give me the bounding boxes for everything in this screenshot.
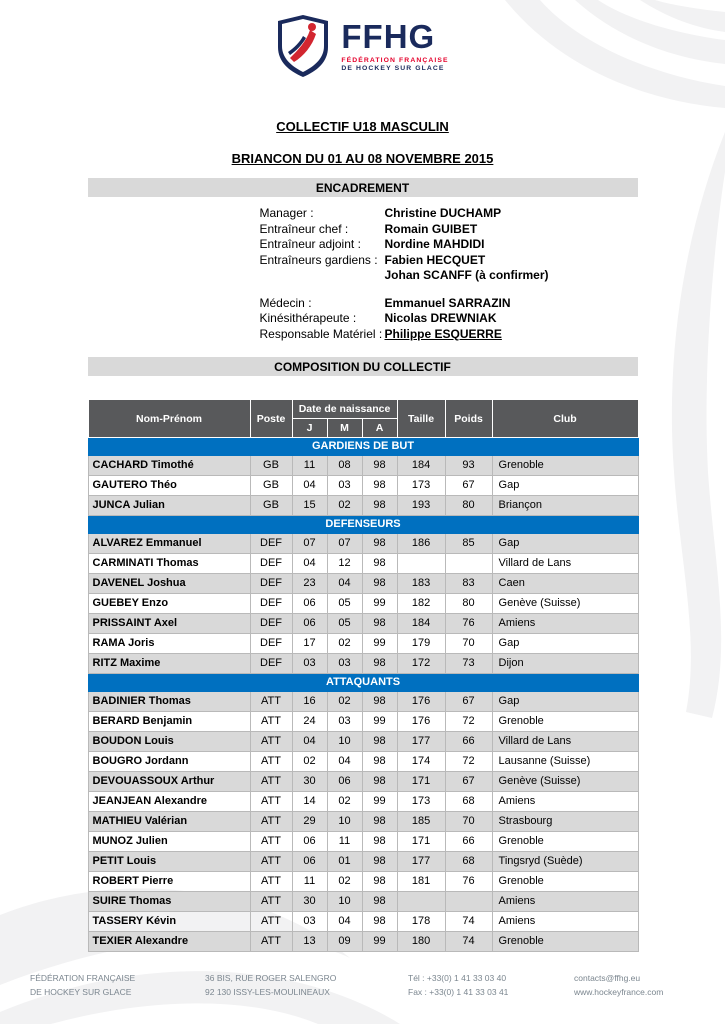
staff-row	[260, 268, 638, 284]
cell-club: Caen	[492, 574, 638, 594]
cell-poids: 66	[445, 732, 492, 752]
cell-poids: 76	[445, 872, 492, 892]
footer-phone	[408, 972, 508, 999]
cell-m: 03	[327, 712, 362, 732]
cell-j: 03	[292, 912, 327, 932]
cell-name: RITZ Maxime	[88, 654, 250, 674]
page-footer	[0, 972, 725, 1012]
cell-club: Grenoble	[492, 456, 638, 476]
section-header-composition: COMPOSITION DU COLLECTIF	[88, 357, 638, 376]
document-subtitle: BRIANCON DU 01 AU 08 NOVEMBRE 2015	[231, 151, 494, 166]
cell-m: 07	[327, 534, 362, 554]
cell-taille: 185	[397, 812, 445, 832]
table-row	[88, 594, 638, 614]
cell-taille: 193	[397, 496, 445, 516]
cell-name: DAVENEL Joshua	[88, 574, 250, 594]
cell-j: 06	[292, 832, 327, 852]
cell-poids: 74	[445, 912, 492, 932]
section-header-encadrement: ENCADREMENT	[88, 178, 638, 197]
footer-tel: Tél : +33(0) 1 41 33 03 40	[408, 973, 507, 983]
cell-j: 04	[292, 476, 327, 496]
cell-m: 04	[327, 574, 362, 594]
cell-name: GUEBEY Enzo	[88, 594, 250, 614]
cell-a: 98	[362, 476, 397, 496]
cell-name: SUIRE Thomas	[88, 892, 250, 912]
cell-a: 98	[362, 872, 397, 892]
cell-taille	[397, 554, 445, 574]
staff-row	[260, 237, 638, 253]
footer-org-line2: DE HOCKEY SUR GLACE	[30, 986, 132, 997]
staff-person-name: Fabien HECQUET	[384, 252, 486, 267]
footer-web	[574, 972, 663, 999]
cell-m: 10	[327, 892, 362, 912]
cell-a: 98	[362, 892, 397, 912]
cell-name: RAMA Joris	[88, 634, 250, 654]
cell-club: Amiens	[492, 614, 638, 634]
cell-club: Grenoble	[492, 872, 638, 892]
cell-poste: ATT	[250, 932, 292, 952]
cell-m: 12	[327, 554, 362, 574]
staff-list	[88, 197, 638, 348]
cell-club: Amiens	[492, 912, 638, 932]
cell-a: 98	[362, 832, 397, 852]
cell-m: 04	[327, 912, 362, 932]
cell-taille: 177	[397, 732, 445, 752]
ffhg-logo-text	[341, 17, 449, 73]
cell-poids: 68	[445, 792, 492, 812]
staff-role-label: Médecin :	[259, 295, 312, 310]
cell-taille: 176	[397, 692, 445, 712]
table-group-header	[88, 438, 638, 456]
cell-j: 04	[292, 554, 327, 574]
table-row	[88, 852, 638, 872]
table-group-header	[88, 516, 638, 534]
cell-j: 30	[292, 892, 327, 912]
footer-website: www.hockeyfrance.com	[574, 986, 664, 997]
cell-poste: GB	[250, 476, 292, 496]
staff-role-label: Manager :	[259, 206, 314, 220]
cell-club: Gap	[492, 692, 638, 712]
cell-m: 11	[327, 832, 362, 852]
cell-a: 98	[362, 852, 397, 872]
footer-address-line2: 92 130 ISSY-LES-MOULINEAUX	[205, 986, 330, 997]
table-row	[88, 812, 638, 832]
cell-taille: 171	[397, 832, 445, 852]
cell-poids: 70	[445, 634, 492, 654]
cell-m: 02	[327, 496, 362, 516]
cell-poste: ATT	[250, 832, 292, 852]
staff-person-name: Romain GUIBET	[384, 221, 478, 236]
cell-m: 05	[327, 614, 362, 634]
roster-table-body	[88, 438, 638, 952]
cell-j: 06	[292, 852, 327, 872]
cell-a: 98	[362, 614, 397, 634]
cell-name: GAUTERO Théo	[88, 476, 250, 496]
table-row	[88, 614, 638, 634]
document-title: COLLECTIF U18 MASCULIN	[276, 119, 449, 134]
cell-poids: 83	[445, 574, 492, 594]
cell-taille: 174	[397, 752, 445, 772]
footer-email: contacts@ffhg.eu	[574, 973, 641, 983]
cell-a: 98	[362, 752, 397, 772]
cell-poids: 67	[445, 476, 492, 496]
staff-person-name: Emmanuel SARRAZIN	[384, 295, 511, 310]
cell-j: 17	[292, 634, 327, 654]
cell-m: 02	[327, 872, 362, 892]
cell-a: 99	[362, 932, 397, 952]
roster-table	[88, 399, 639, 952]
cell-club: Tingsryd (Suède)	[492, 852, 638, 872]
cell-m: 02	[327, 792, 362, 812]
cell-club: Genève (Suisse)	[492, 772, 638, 792]
cell-j: 16	[292, 692, 327, 712]
cell-name: TASSERY Kévin	[88, 912, 250, 932]
table-row	[88, 772, 638, 792]
staff-role-label: Entraîneurs gardiens :	[259, 252, 378, 267]
cell-club: Dijon	[492, 654, 638, 674]
cell-taille: 172	[397, 654, 445, 674]
cell-club: Amiens	[492, 892, 638, 912]
cell-poste: ATT	[250, 892, 292, 912]
cell-name: JUNCA Julian	[88, 496, 250, 516]
cell-a: 98	[362, 912, 397, 932]
cell-name: MATHIEU Valérian	[88, 812, 250, 832]
cell-club: Grenoble	[492, 712, 638, 732]
table-row	[88, 692, 638, 712]
cell-name: TEXIER Alexandre	[88, 932, 250, 952]
table-row	[88, 496, 638, 516]
table-row	[88, 534, 638, 554]
cell-club: Gap	[492, 476, 638, 496]
cell-taille: 171	[397, 772, 445, 792]
cell-m: 06	[327, 772, 362, 792]
ffhg-logo	[0, 0, 725, 79]
table-group-label: DEFENSEURS	[88, 516, 638, 534]
staff-role-label: Responsable Matériel :	[259, 326, 383, 341]
column-header-taille: Taille	[397, 400, 445, 438]
cell-poste: ATT	[250, 692, 292, 712]
staff-person-name: Nicolas DREWNIAK	[384, 311, 497, 325]
cell-poste: DEF	[250, 594, 292, 614]
table-row	[88, 554, 638, 574]
cell-j: 03	[292, 654, 327, 674]
cell-m: 09	[327, 932, 362, 952]
cell-taille: 173	[397, 476, 445, 496]
cell-taille: 178	[397, 912, 445, 932]
table-group-label: ATTAQUANTS	[88, 674, 638, 692]
cell-poste: GB	[250, 496, 292, 516]
cell-name: BOUDON Louis	[88, 732, 250, 752]
staff-role-label: Entraîneur adjoint :	[259, 237, 361, 251]
cell-name: PETIT Louis	[88, 852, 250, 872]
cell-m: 10	[327, 732, 362, 752]
cell-name: MUNOZ Julien	[88, 832, 250, 852]
cell-a: 98	[362, 692, 397, 712]
staff-row	[260, 222, 638, 238]
cell-poste: ATT	[250, 912, 292, 932]
column-header-poids: Poids	[445, 400, 492, 438]
cell-poste: ATT	[250, 772, 292, 792]
cell-taille: 176	[397, 712, 445, 732]
cell-a: 98	[362, 496, 397, 516]
cell-j: 14	[292, 792, 327, 812]
cell-j: 30	[292, 772, 327, 792]
cell-j: 07	[292, 534, 327, 554]
cell-j: 06	[292, 614, 327, 634]
table-row	[88, 892, 638, 912]
cell-club: Gap	[492, 534, 638, 554]
cell-j: 04	[292, 732, 327, 752]
staff-person-name: Christine DUCHAMP	[384, 206, 502, 220]
cell-poste: DEF	[250, 574, 292, 594]
cell-poids: 72	[445, 712, 492, 732]
cell-name: ROBERT Pierre	[88, 872, 250, 892]
cell-poste: DEF	[250, 534, 292, 554]
cell-taille: 183	[397, 574, 445, 594]
cell-club: Lausanne (Suisse)	[492, 752, 638, 772]
cell-m: 03	[327, 476, 362, 496]
cell-taille: 181	[397, 872, 445, 892]
cell-poste: DEF	[250, 634, 292, 654]
column-header-month: M	[327, 419, 362, 438]
cell-j: 15	[292, 496, 327, 516]
cell-m: 10	[327, 812, 362, 832]
staff-row	[260, 253, 638, 269]
table-row	[88, 832, 638, 852]
column-header-club: Club	[492, 400, 638, 438]
cell-a: 99	[362, 594, 397, 614]
cell-a: 98	[362, 732, 397, 752]
staff-row	[260, 206, 638, 222]
table-row	[88, 912, 638, 932]
cell-poste: DEF	[250, 614, 292, 634]
table-row	[88, 872, 638, 892]
ffhg-shield-icon	[276, 13, 330, 79]
cell-poste: ATT	[250, 732, 292, 752]
cell-poids: 76	[445, 614, 492, 634]
cell-poste: ATT	[250, 792, 292, 812]
cell-club: Gap	[492, 634, 638, 654]
cell-poids: 93	[445, 456, 492, 476]
cell-j: 06	[292, 594, 327, 614]
staff-row	[260, 327, 638, 343]
cell-club: Briançon	[492, 496, 638, 516]
cell-poids: 72	[445, 752, 492, 772]
cell-poste: DEF	[250, 654, 292, 674]
cell-poids	[445, 892, 492, 912]
cell-a: 98	[362, 554, 397, 574]
cell-poste: ATT	[250, 852, 292, 872]
cell-a: 99	[362, 792, 397, 812]
column-header-poste: Poste	[250, 400, 292, 438]
cell-poids: 85	[445, 534, 492, 554]
cell-name: BADINIER Thomas	[88, 692, 250, 712]
logo-subtitle-line2: DE HOCKEY SUR GLACE	[341, 65, 445, 73]
cell-poids: 70	[445, 812, 492, 832]
table-row	[88, 654, 638, 674]
table-row	[88, 932, 638, 952]
table-group-header	[88, 674, 638, 692]
cell-poids: 80	[445, 496, 492, 516]
staff-row	[260, 311, 638, 327]
cell-a: 98	[362, 654, 397, 674]
cell-poids	[445, 554, 492, 574]
footer-address	[205, 972, 336, 999]
table-row	[88, 456, 638, 476]
staff-person-name: Nordine MAHDIDI	[384, 237, 485, 251]
cell-name: BOUGRO Jordann	[88, 752, 250, 772]
cell-poste: ATT	[250, 812, 292, 832]
cell-poste: ATT	[250, 752, 292, 772]
staff-role-label: Entraîneur chef :	[259, 221, 349, 236]
footer-address-line1: 36 BIS, RUE ROGER SALENGRO	[205, 973, 337, 983]
cell-poids: 67	[445, 772, 492, 792]
staff-role-label	[260, 268, 385, 284]
roster-table-header	[88, 400, 638, 438]
table-row	[88, 732, 638, 752]
cell-j: 24	[292, 712, 327, 732]
cell-m: 01	[327, 852, 362, 872]
cell-poste: GB	[250, 456, 292, 476]
footer-org-line1: FÉDÉRATION FRANÇAISE	[30, 973, 136, 983]
cell-taille: 184	[397, 456, 445, 476]
cell-m: 04	[327, 752, 362, 772]
table-row	[88, 752, 638, 772]
footer-fax: Fax : +33(0) 1 41 33 03 41	[408, 986, 509, 997]
cell-name: ALVAREZ Emmanuel	[88, 534, 250, 554]
cell-j: 11	[292, 456, 327, 476]
cell-club: Villard de Lans	[492, 732, 638, 752]
staff-role-label: Kinésithérapeute :	[259, 311, 357, 325]
cell-name: JEANJEAN Alexandre	[88, 792, 250, 812]
cell-poids: 80	[445, 594, 492, 614]
table-row	[88, 634, 638, 654]
cell-name: BERARD Benjamin	[88, 712, 250, 732]
cell-poids: 74	[445, 932, 492, 952]
cell-name: CARMINATI Thomas	[88, 554, 250, 574]
cell-j: 23	[292, 574, 327, 594]
table-row	[88, 574, 638, 594]
cell-poste: ATT	[250, 872, 292, 892]
cell-m: 02	[327, 692, 362, 712]
cell-club: Grenoble	[492, 832, 638, 852]
table-row	[88, 712, 638, 732]
cell-m: 02	[327, 634, 362, 654]
cell-taille: 182	[397, 594, 445, 614]
cell-club: Grenoble	[492, 932, 638, 952]
cell-poids: 66	[445, 832, 492, 852]
cell-j: 11	[292, 872, 327, 892]
cell-taille: 180	[397, 932, 445, 952]
cell-j: 02	[292, 752, 327, 772]
cell-club: Strasbourg	[492, 812, 638, 832]
table-row	[88, 476, 638, 496]
cell-poids: 73	[445, 654, 492, 674]
column-header-dob: Date de naissance	[292, 400, 397, 419]
cell-club: Amiens	[492, 792, 638, 812]
cell-club: Genève (Suisse)	[492, 594, 638, 614]
footer-organization	[30, 972, 135, 999]
cell-j: 29	[292, 812, 327, 832]
cell-poids: 67	[445, 692, 492, 712]
column-header-day: J	[292, 419, 327, 438]
cell-a: 98	[362, 456, 397, 476]
table-group-label: GARDIENS DE BUT	[88, 438, 638, 456]
cell-poids: 68	[445, 852, 492, 872]
cell-m: 03	[327, 654, 362, 674]
cell-a: 98	[362, 574, 397, 594]
cell-a: 99	[362, 712, 397, 732]
cell-m: 08	[327, 456, 362, 476]
cell-taille: 177	[397, 852, 445, 872]
cell-name: PRISSAINT Axel	[88, 614, 250, 634]
logo-acronym: FFHG	[341, 17, 436, 55]
cell-name: CACHARD Timothé	[88, 456, 250, 476]
cell-m: 05	[327, 594, 362, 614]
cell-taille: 179	[397, 634, 445, 654]
table-row	[88, 792, 638, 812]
cell-a: 98	[362, 812, 397, 832]
logo-subtitle-line1: FÉDÉRATION FRANÇAISE	[341, 56, 449, 64]
cell-name: DEVOUASSOUX Arthur	[88, 772, 250, 792]
column-header-name: Nom-Prénom	[88, 400, 250, 438]
cell-a: 98	[362, 534, 397, 554]
staff-person-name: Philippe ESQUERRE	[384, 326, 502, 341]
cell-taille: 173	[397, 792, 445, 812]
cell-club: Villard de Lans	[492, 554, 638, 574]
cell-poste: DEF	[250, 554, 292, 574]
cell-a: 99	[362, 634, 397, 654]
staff-person-name: Johan SCANFF (à confirmer)	[384, 268, 549, 282]
cell-a: 98	[362, 772, 397, 792]
staff-row	[260, 296, 638, 312]
cell-j: 13	[292, 932, 327, 952]
cell-poste: ATT	[250, 712, 292, 732]
cell-taille	[397, 892, 445, 912]
column-header-year: A	[362, 419, 397, 438]
cell-taille: 184	[397, 614, 445, 634]
cell-taille: 186	[397, 534, 445, 554]
